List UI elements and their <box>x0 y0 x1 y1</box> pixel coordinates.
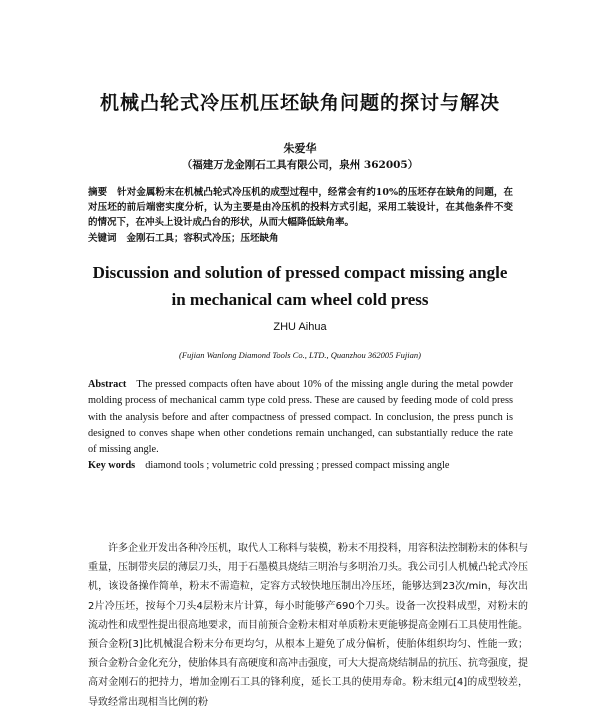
english-affiliation: (Fujian Wanlong Diamond Tools Co., LTD., Quanzhou 362005 Fujian) <box>179 350 421 360</box>
chinese-title: 机械凸轮式冷压机压坯缺角问题的探讨与解决 <box>99 92 500 114</box>
english-abstract <box>88 377 513 458</box>
english-author: ZHU Aihua <box>273 321 327 333</box>
body-paragraph: 许多企业开发出各种冷压机，取代人工称料与装模，粉末不用投料，用容积法控制粉末的体积与重量，压制带夹层的薄层刀头，用于石墨模具烧结三明治与多明治刀头。我公司引人机械凸轮式冷压机，该设备操作简单，粉末不需造粒，定容方式较快地压制出冷压坯，能够达到23次/min，每次出2片冷压坯，按每个刀头4层粉末片计算，每小时能够产690个刀头。设备一次投料成型，对粉末的流动性和成型性提出很高地要求，而目前预合金粉末相对单质粉末更能够提高金刚石工具使用性能。预合金粉[3]比机械混合粉末分布更均匀，从根本上避免了成分偏析，使胎体组织均匀、性能一致；预合金粉合金化充分，使胎体具有高硬度和高冲击强度，可大大提高烧结制品的抗压、抗弯强度，提高对金刚石的把持力，增加金刚石工具的锋利度，延长工具的使用寿命。粉末组元[4]的成型较差，导致经常出现相当比例的粉 <box>88 543 528 708</box>
chinese-author: 朱爱华 <box>283 142 317 155</box>
chinese-abstract-label: 摘要 <box>88 187 108 198</box>
english-keywords-text: diamond tools ; volumetric cold pressing ; pressed compact missing angle <box>145 460 450 471</box>
chinese-abstract-text: 针对金属粉末在机械凸轮式冷压机的成型过程中，经常会有约10%的压坯存在缺角的问题，在对压坯的前后端密实度分析，认为主要是由冷压机的投料方式引起，采用工装设计，在其他条件不变的情况下，在冲头上设计成凸台的形状，从而大幅降低缺角率。 <box>88 187 513 228</box>
chinese-keywords <box>88 231 513 246</box>
english-title <box>0 259 600 313</box>
chinese-abstract <box>88 185 513 230</box>
english-keywords <box>88 458 513 474</box>
english-abstract-label: Abstract <box>88 379 127 390</box>
english-title-line-1: Discussion and solution of pressed compact missing angle <box>92 263 508 282</box>
english-keywords-label: Key words <box>88 460 136 471</box>
english-title-line-2: in mechanical cam wheel cold press <box>171 290 429 309</box>
chinese-keywords-text: 金刚石工具；容积式冷压；压坯缺角 <box>126 233 279 244</box>
english-abstract-text: The pressed compacts often have about 10% of the missing angle during the metal powder molding process of mechanical camm type cold press. These are caused by feeding mode of cold press with the analysis before and after compactness of pressed compact. In conclusion, the press punch is designed to conves shape when other condetions remain unchanged, can substantially reduce the rate of missing angle. <box>88 379 513 456</box>
chinese-affiliation: （福建万龙金刚石工具有限公司，泉州 362005） <box>181 159 419 171</box>
chinese-keywords-label: 关键词 <box>88 233 117 244</box>
